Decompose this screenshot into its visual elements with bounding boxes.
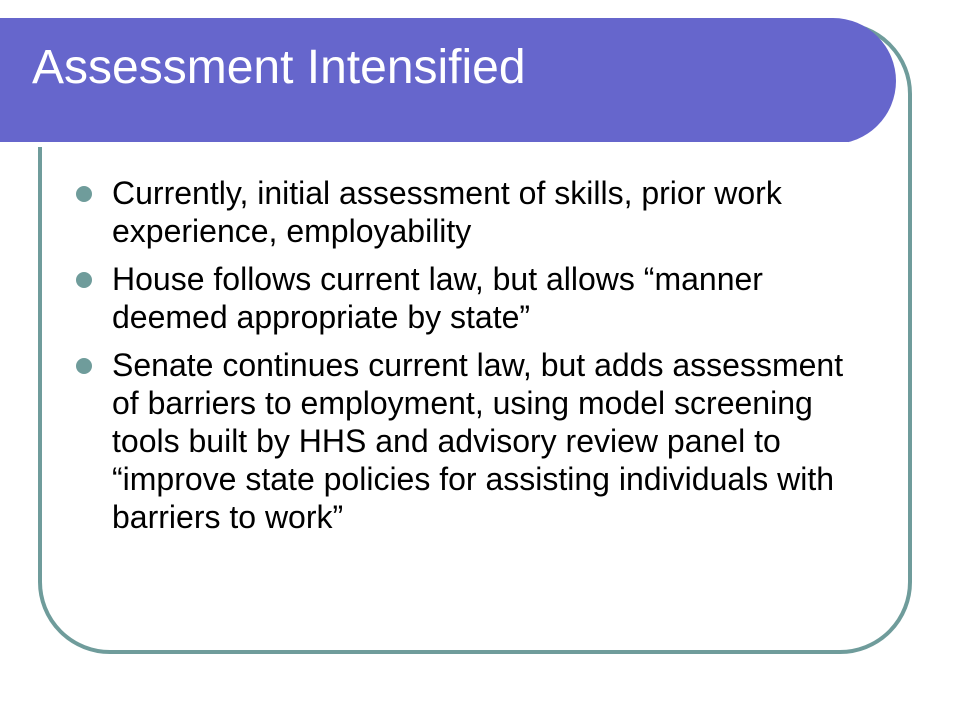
bullet-item xyxy=(76,260,866,336)
bullet-dot-icon xyxy=(76,358,92,374)
title-underline xyxy=(0,142,848,147)
bullet-text: House follows current law, but allows “manner deemed appropriate by state” xyxy=(112,261,763,335)
bullet-text: Currently, initial assessment of skills, prior work experience, employability xyxy=(112,175,782,249)
slide-title: Assessment Intensified xyxy=(32,41,526,94)
bullet-text: Senate continues current law, but adds assessment of barriers to employment, using model screening tools built by HHS and advisory review panel to “improve state policies for assisting individuals with barriers to work” xyxy=(112,347,844,535)
bullet-item xyxy=(76,174,866,250)
bullet-list xyxy=(76,174,866,546)
bullet-item xyxy=(76,346,866,536)
bullet-dot-icon xyxy=(76,272,92,288)
bullet-dot-icon xyxy=(76,186,92,202)
